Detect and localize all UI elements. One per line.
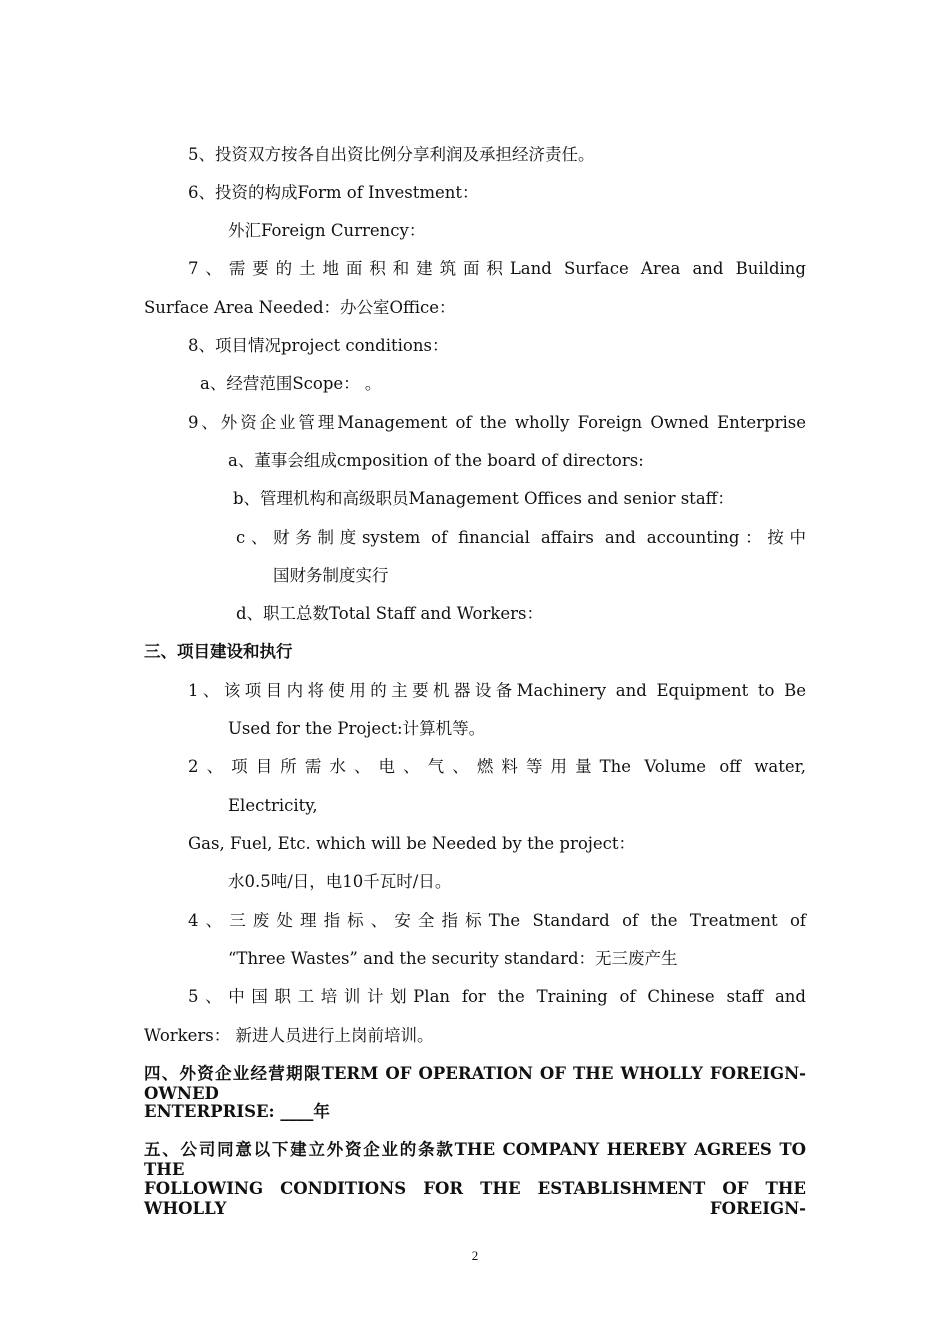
section-4-heading: 四、外资企业经营期限TERM OF OPERATION OF THE WHOLLY FOREIGN-OWNED — [144, 1064, 806, 1103]
clause-7-heading: 7、需要的土地面积和建筑面积Land Surface Area and Building — [188, 259, 806, 278]
page-number: 2 — [471, 1248, 479, 1263]
scope-line: a、经营范围Scope： 。 — [200, 374, 382, 393]
total-staff-line: d、职工总数Total Staff and Workers： — [236, 604, 543, 623]
item-1-continuation: Used for the Project:计算机等。 — [228, 719, 486, 738]
section-4-continuation: ENTERPRISE: ____年 — [144, 1102, 330, 1121]
item-2-continuation-2: Gas, Fuel, Etc. which will be Needed by the project： — [188, 834, 636, 853]
clause-5-text: 5、投资双方按各自出资比例分享利润及承担经济责任。 — [188, 145, 595, 164]
section-3-heading: 三、项目建设和执行 — [144, 642, 293, 661]
utility-volume-line: 水0.5吨/日，电10千瓦时/日。 — [228, 872, 452, 891]
board-composition-line: a、董事会组成cmposition of the board of directors: — [228, 451, 644, 470]
clause-6-heading: 6、投资的构成Form of Investment： — [188, 183, 479, 202]
management-offices-line: b、管理机构和高级职员Management Offices and senior staff： — [233, 489, 734, 508]
item-4-line: 4、三废处理指标、安全指标The Standard of the Treatment of — [188, 911, 806, 930]
clause-9-heading: 9、外资企业管理Management of the wholly Foreign Owned Enterprise — [188, 413, 806, 432]
item-2-continuation: Electricity, — [228, 796, 318, 815]
section-5-heading: 五、公司同意以下建立外资企业的条款THE COMPANY HEREBY AGREES TO THE — [144, 1140, 806, 1179]
financial-system-line: c、财务制度system of financial affairs and accounting：按中 — [236, 528, 806, 547]
item-2-line: 2、项目所需水、电、气、燃料等用量The Volume off water, — [188, 757, 806, 776]
item-5-continuation: Workers： 新进人员进行上岗前培训。 — [144, 1026, 434, 1045]
item-1-line: 1、该项目内将使用的主要机器设备Machinery and Equipment to Be — [188, 681, 806, 700]
clause-7-continuation: Surface Area Needed：办公室Office： — [144, 298, 456, 317]
item-4-continuation: “Three Wastes” and the security standard：无三废产生 — [228, 949, 678, 968]
foreign-currency-line: 外汇Foreign Currency： — [228, 221, 426, 240]
financial-system-continuation: 国财务制度实行 — [273, 566, 389, 585]
clause-8-heading: 8、项目情况project conditions： — [188, 336, 449, 355]
item-5-line: 5、中国职工培训计划Plan for the Training of Chinese staff and — [188, 987, 806, 1006]
section-5-continuation: FOLLOWING CONDITIONS FOR THE ESTABLISHMENT OF THE WHOLLY FOREIGN- — [144, 1179, 806, 1218]
